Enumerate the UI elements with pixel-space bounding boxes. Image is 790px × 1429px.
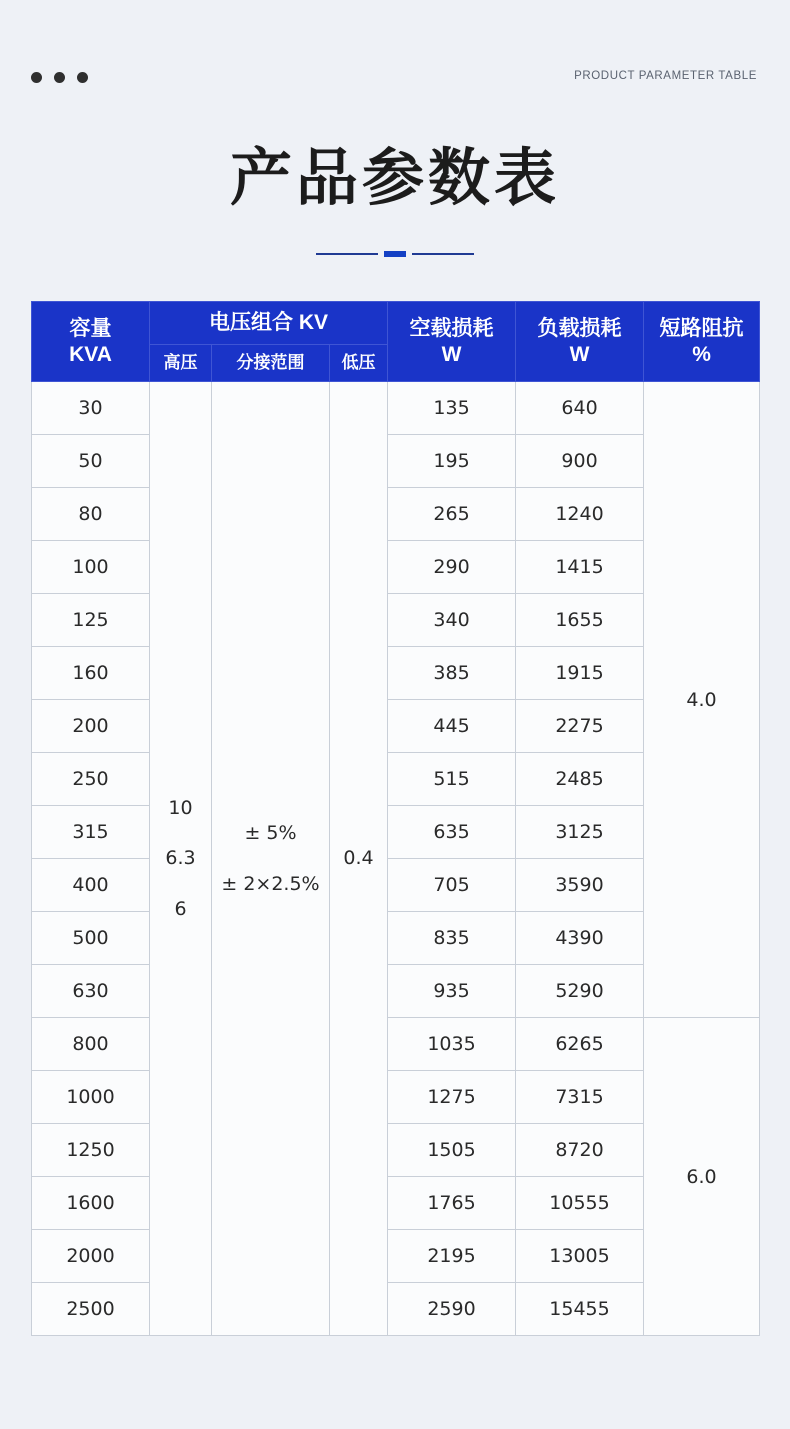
header-hv: 高压 — [150, 344, 212, 381]
table-header-row-1 — [32, 302, 760, 345]
cell-load-loss: 640 — [516, 382, 644, 435]
cell-capacity: 315 — [32, 806, 150, 859]
tap-value: ± 2×2.5% — [221, 872, 320, 895]
dot-icon — [54, 72, 65, 83]
parameter-table — [31, 301, 760, 1336]
cell-impedance-upper: 4.0 — [644, 382, 760, 1018]
cell-capacity: 630 — [32, 965, 150, 1018]
cell-load-loss: 2275 — [516, 700, 644, 753]
cell-load-loss: 3125 — [516, 806, 644, 859]
cell-no-load-loss: 290 — [388, 541, 516, 594]
page-header — [0, 0, 790, 110]
cell-no-load-loss: 835 — [388, 912, 516, 965]
header-impedance-line2: % — [692, 342, 711, 366]
cell-hv-values — [150, 382, 212, 1336]
title-divider — [0, 251, 790, 257]
cell-no-load-loss: 1275 — [388, 1071, 516, 1124]
cell-load-loss: 2485 — [516, 753, 644, 806]
cell-impedance-lower: 6.0 — [644, 1018, 760, 1336]
page-title: 产品参数表 — [229, 141, 560, 214]
header-load-loss-line1: 负载损耗 — [537, 316, 622, 340]
hv-value: 6.3 — [165, 847, 196, 870]
cell-load-loss: 7315 — [516, 1071, 644, 1124]
cell-load-loss: 1655 — [516, 594, 644, 647]
cell-lv-value: 0.4 — [330, 382, 388, 1336]
cell-no-load-loss: 385 — [388, 647, 516, 700]
hv-value: 10 — [168, 797, 193, 820]
cell-capacity: 250 — [32, 753, 150, 806]
cell-no-load-loss: 635 — [388, 806, 516, 859]
cell-capacity: 200 — [32, 700, 150, 753]
cell-load-loss: 15455 — [516, 1283, 644, 1336]
cell-load-loss: 1415 — [516, 541, 644, 594]
header-load-loss-line2: W — [569, 342, 590, 366]
table-header — [32, 302, 760, 382]
cell-no-load-loss: 1765 — [388, 1177, 516, 1230]
tap-value: ± 5% — [244, 822, 297, 845]
header-no-load-loss — [388, 302, 516, 382]
header-capacity-line1: 容量 — [69, 316, 112, 340]
header-capacity-line2: KVA — [69, 342, 112, 366]
header-tap-range: 分接范围 — [212, 344, 330, 381]
cell-capacity: 1250 — [32, 1124, 150, 1177]
cell-capacity: 2500 — [32, 1283, 150, 1336]
cell-tap-range — [212, 382, 330, 1336]
divider-block — [384, 251, 406, 257]
cell-no-load-loss: 515 — [388, 753, 516, 806]
cell-capacity: 400 — [32, 859, 150, 912]
cell-load-loss: 10555 — [516, 1177, 644, 1230]
cell-no-load-loss: 705 — [388, 859, 516, 912]
header-load-loss — [516, 302, 644, 382]
divider-line-left — [316, 253, 378, 255]
cell-no-load-loss: 195 — [388, 435, 516, 488]
cell-capacity: 30 — [32, 382, 150, 435]
cell-no-load-loss: 445 — [388, 700, 516, 753]
cell-capacity: 1600 — [32, 1177, 150, 1230]
header-no-load-loss-line1: 空载损耗 — [409, 316, 494, 340]
cell-capacity: 125 — [32, 594, 150, 647]
cell-load-loss: 13005 — [516, 1230, 644, 1283]
cell-capacity: 100 — [32, 541, 150, 594]
cell-load-loss: 6265 — [516, 1018, 644, 1071]
cell-no-load-loss: 1505 — [388, 1124, 516, 1177]
table-body — [32, 382, 760, 1336]
dot-icon — [77, 72, 88, 83]
cell-capacity: 160 — [32, 647, 150, 700]
table-row — [32, 1018, 760, 1071]
header-impedance — [644, 302, 760, 382]
cell-no-load-loss: 1035 — [388, 1018, 516, 1071]
cell-load-loss: 5290 — [516, 965, 644, 1018]
cell-load-loss: 4390 — [516, 912, 644, 965]
cell-capacity: 1000 — [32, 1071, 150, 1124]
header-lv: 低压 — [330, 344, 388, 381]
table-row — [32, 382, 760, 435]
divider-line-right — [412, 253, 474, 255]
cell-capacity: 80 — [32, 488, 150, 541]
hv-value: 6 — [174, 897, 187, 920]
header-no-load-loss-line2: W — [441, 342, 462, 366]
cell-capacity: 50 — [32, 435, 150, 488]
cell-load-loss: 8720 — [516, 1124, 644, 1177]
cell-capacity: 500 — [32, 912, 150, 965]
cell-no-load-loss: 135 — [388, 382, 516, 435]
cell-load-loss: 3590 — [516, 859, 644, 912]
cell-no-load-loss: 2195 — [388, 1230, 516, 1283]
cell-no-load-loss: 935 — [388, 965, 516, 1018]
header-capacity — [32, 302, 150, 382]
cell-load-loss: 1240 — [516, 488, 644, 541]
dots-decoration — [31, 72, 88, 83]
cell-capacity: 2000 — [32, 1230, 150, 1283]
cell-load-loss: 900 — [516, 435, 644, 488]
cell-no-load-loss: 265 — [388, 488, 516, 541]
parameter-table-wrapper — [31, 301, 759, 1336]
dot-icon — [31, 72, 42, 83]
header-impedance-line1: 短路阻抗 — [659, 316, 744, 340]
cell-no-load-loss: 340 — [388, 594, 516, 647]
cell-load-loss: 1915 — [516, 647, 644, 700]
cell-no-load-loss: 2590 — [388, 1283, 516, 1336]
header-eyebrow: PRODUCT PARAMETER TABLE — [574, 70, 757, 82]
header-voltage-group: 电压组合 KV — [150, 302, 388, 345]
cell-capacity: 800 — [32, 1018, 150, 1071]
